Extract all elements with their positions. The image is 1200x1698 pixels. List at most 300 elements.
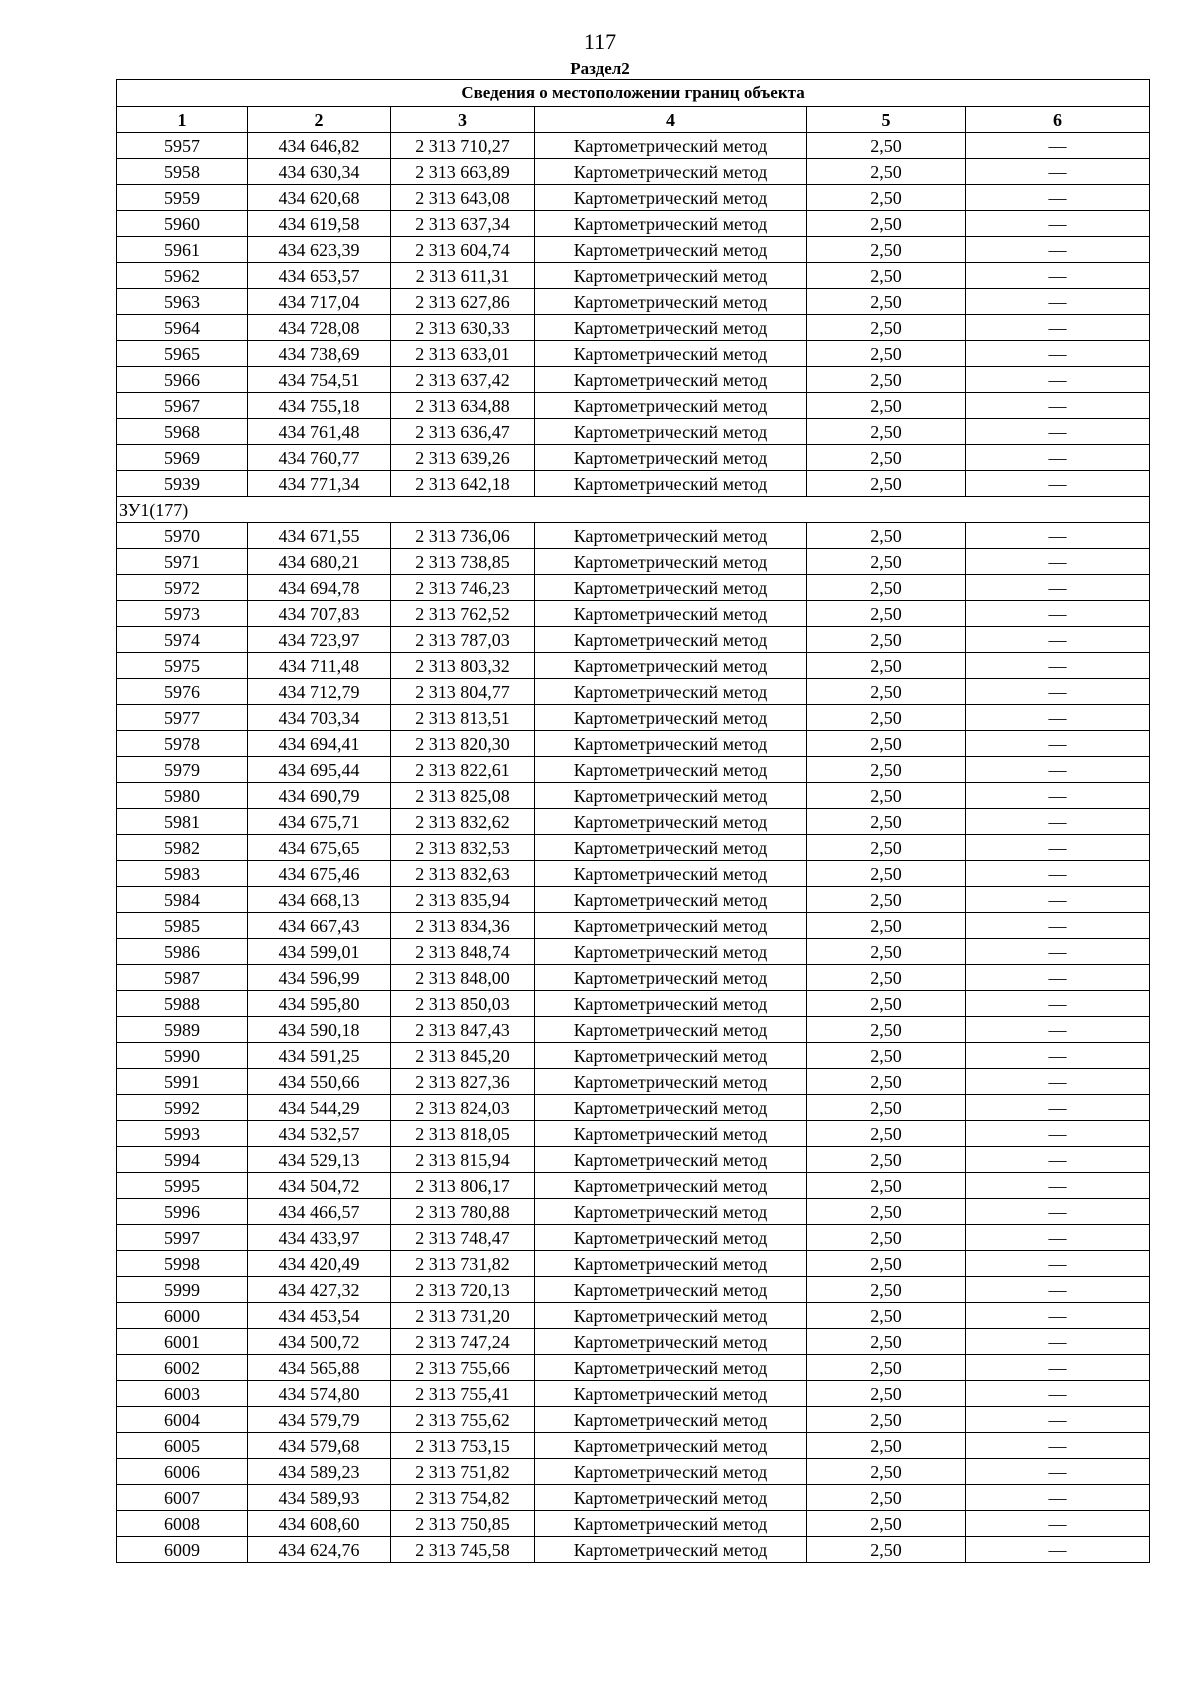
- table-row: [117, 1303, 1150, 1329]
- x-coordinate-cell: 434 620,68: [248, 185, 391, 211]
- method-cell: Картометрический метод: [535, 1329, 807, 1355]
- point-number-cell: 5976: [117, 679, 248, 705]
- method-cell: Картометрический метод: [535, 549, 807, 575]
- y-coordinate-cell: 2 313 822,61: [391, 757, 535, 783]
- description-cell: —: [966, 1407, 1150, 1433]
- section-title: Раздел2: [570, 59, 630, 78]
- method-cell: Картометрический метод: [535, 419, 807, 445]
- y-coordinate-cell: 2 313 755,41: [391, 1381, 535, 1407]
- description-cell: —: [966, 211, 1150, 237]
- description-cell: —: [966, 1459, 1150, 1485]
- method-cell: Картометрический метод: [535, 471, 807, 497]
- method-cell: Картометрический метод: [535, 601, 807, 627]
- point-number-cell: 5999: [117, 1277, 248, 1303]
- y-coordinate-cell: 2 313 848,74: [391, 939, 535, 965]
- x-coordinate-cell: 434 717,04: [248, 289, 391, 315]
- table-row: [117, 393, 1150, 419]
- table-row: [117, 1251, 1150, 1277]
- y-coordinate-cell: 2 313 835,94: [391, 887, 535, 913]
- description-cell: —: [966, 471, 1150, 497]
- method-cell: Картометрический метод: [535, 575, 807, 601]
- description-cell: —: [966, 1069, 1150, 1095]
- method-cell: Картометрический метод: [535, 1095, 807, 1121]
- accuracy-cell: 2,50: [807, 913, 966, 939]
- method-cell: Картометрический метод: [535, 1069, 807, 1095]
- method-cell: Картометрический метод: [535, 1199, 807, 1225]
- point-number-cell: 5968: [117, 419, 248, 445]
- description-cell: —: [966, 1147, 1150, 1173]
- table-row: [117, 601, 1150, 627]
- x-coordinate-cell: 434 599,01: [248, 939, 391, 965]
- description-cell: —: [966, 1095, 1150, 1121]
- table-row: [117, 731, 1150, 757]
- x-coordinate-cell: 434 608,60: [248, 1511, 391, 1537]
- y-coordinate-cell: 2 313 637,42: [391, 367, 535, 393]
- point-number-cell: 5998: [117, 1251, 248, 1277]
- accuracy-cell: 2,50: [807, 939, 966, 965]
- accuracy-cell: 2,50: [807, 1355, 966, 1381]
- accuracy-cell: 2,50: [807, 471, 966, 497]
- description-cell: —: [966, 887, 1150, 913]
- point-number-cell: 5992: [117, 1095, 248, 1121]
- point-number-cell: 5986: [117, 939, 248, 965]
- accuracy-cell: 2,50: [807, 627, 966, 653]
- y-coordinate-cell: 2 313 834,36: [391, 913, 535, 939]
- method-cell: Картометрический метод: [535, 1251, 807, 1277]
- x-coordinate-cell: 434 695,44: [248, 757, 391, 783]
- x-coordinate-cell: 434 680,21: [248, 549, 391, 575]
- description-cell: —: [966, 1355, 1150, 1381]
- table-row: [117, 835, 1150, 861]
- y-coordinate-cell: 2 313 750,85: [391, 1511, 535, 1537]
- method-cell: Картометрический метод: [535, 731, 807, 757]
- table-row: [117, 549, 1150, 575]
- method-cell: Картометрический метод: [535, 1277, 807, 1303]
- table-row: [117, 159, 1150, 185]
- accuracy-cell: 2,50: [807, 211, 966, 237]
- point-number-cell: 6009: [117, 1537, 248, 1563]
- point-number-cell: 6001: [117, 1329, 248, 1355]
- x-coordinate-cell: 434 667,43: [248, 913, 391, 939]
- table-row: [117, 887, 1150, 913]
- x-coordinate-cell: 434 589,23: [248, 1459, 391, 1485]
- table-row: [117, 1537, 1150, 1563]
- table-row: [117, 809, 1150, 835]
- accuracy-cell: 2,50: [807, 757, 966, 783]
- table-row: [117, 367, 1150, 393]
- table-row: [117, 263, 1150, 289]
- point-number-cell: 5963: [117, 289, 248, 315]
- accuracy-cell: 2,50: [807, 133, 966, 159]
- point-number-cell: 6003: [117, 1381, 248, 1407]
- column-header: 4: [535, 107, 807, 133]
- point-number-cell: 5962: [117, 263, 248, 289]
- accuracy-cell: 2,50: [807, 237, 966, 263]
- x-coordinate-cell: 434 712,79: [248, 679, 391, 705]
- point-number-cell: 5982: [117, 835, 248, 861]
- method-cell: Картометрический метод: [535, 1147, 807, 1173]
- method-cell: Картометрический метод: [535, 835, 807, 861]
- accuracy-cell: 2,50: [807, 1173, 966, 1199]
- description-cell: —: [966, 1277, 1150, 1303]
- y-coordinate-cell: 2 313 639,26: [391, 445, 535, 471]
- point-number-cell: 5990: [117, 1043, 248, 1069]
- method-cell: Картометрический метод: [535, 263, 807, 289]
- point-number-cell: 5958: [117, 159, 248, 185]
- y-coordinate-cell: 2 313 820,30: [391, 731, 535, 757]
- y-coordinate-cell: 2 313 848,00: [391, 965, 535, 991]
- x-coordinate-cell: 434 760,77: [248, 445, 391, 471]
- accuracy-cell: 2,50: [807, 1017, 966, 1043]
- description-cell: —: [966, 835, 1150, 861]
- description-cell: —: [966, 133, 1150, 159]
- description-cell: —: [966, 1121, 1150, 1147]
- y-coordinate-cell: 2 313 813,51: [391, 705, 535, 731]
- table-row: [117, 1485, 1150, 1511]
- point-number-cell: 6007: [117, 1485, 248, 1511]
- x-coordinate-cell: 434 630,34: [248, 159, 391, 185]
- table-row: [117, 133, 1150, 159]
- x-coordinate-cell: 434 574,80: [248, 1381, 391, 1407]
- accuracy-cell: 2,50: [807, 1459, 966, 1485]
- method-cell: Картометрический метод: [535, 1537, 807, 1563]
- page-number: 117: [583, 29, 617, 54]
- description-cell: —: [966, 1225, 1150, 1251]
- x-coordinate-cell: 434 728,08: [248, 315, 391, 341]
- x-coordinate-cell: 434 703,34: [248, 705, 391, 731]
- table-row: [117, 1069, 1150, 1095]
- table-row: [117, 419, 1150, 445]
- point-number-cell: 6008: [117, 1511, 248, 1537]
- description-cell: —: [966, 1485, 1150, 1511]
- accuracy-cell: 2,50: [807, 185, 966, 211]
- method-cell: Картометрический метод: [535, 1459, 807, 1485]
- y-coordinate-cell: 2 313 738,85: [391, 549, 535, 575]
- y-coordinate-cell: 2 313 824,03: [391, 1095, 535, 1121]
- description-cell: —: [966, 1173, 1150, 1199]
- table-row: [117, 341, 1150, 367]
- description-cell: —: [966, 653, 1150, 679]
- table-row: [117, 1043, 1150, 1069]
- table-row: [117, 1433, 1150, 1459]
- accuracy-cell: 2,50: [807, 1043, 966, 1069]
- table-row: [117, 1017, 1150, 1043]
- method-cell: Картометрический метод: [535, 367, 807, 393]
- method-cell: Картометрический метод: [535, 1485, 807, 1511]
- accuracy-cell: 2,50: [807, 315, 966, 341]
- y-coordinate-cell: 2 313 636,47: [391, 419, 535, 445]
- x-coordinate-cell: 434 675,46: [248, 861, 391, 887]
- x-coordinate-cell: 434 590,18: [248, 1017, 391, 1043]
- x-coordinate-cell: 434 754,51: [248, 367, 391, 393]
- description-cell: —: [966, 575, 1150, 601]
- column-number-row: [117, 107, 1150, 133]
- y-coordinate-cell: 2 313 815,94: [391, 1147, 535, 1173]
- x-coordinate-cell: 434 565,88: [248, 1355, 391, 1381]
- x-coordinate-cell: 434 694,78: [248, 575, 391, 601]
- accuracy-cell: 2,50: [807, 861, 966, 887]
- table-row: [117, 1355, 1150, 1381]
- x-coordinate-cell: 434 550,66: [248, 1069, 391, 1095]
- method-cell: Картометрический метод: [535, 341, 807, 367]
- point-number-cell: 5981: [117, 809, 248, 835]
- accuracy-cell: 2,50: [807, 1381, 966, 1407]
- description-cell: —: [966, 705, 1150, 731]
- accuracy-cell: 2,50: [807, 1095, 966, 1121]
- point-number-cell: 6005: [117, 1433, 248, 1459]
- accuracy-cell: 2,50: [807, 991, 966, 1017]
- accuracy-cell: 2,50: [807, 653, 966, 679]
- description-cell: —: [966, 367, 1150, 393]
- accuracy-cell: 2,50: [807, 1433, 966, 1459]
- y-coordinate-cell: 2 313 731,20: [391, 1303, 535, 1329]
- point-number-cell: 5973: [117, 601, 248, 627]
- accuracy-cell: 2,50: [807, 1329, 966, 1355]
- method-cell: Картометрический метод: [535, 185, 807, 211]
- method-cell: Картометрический метод: [535, 1381, 807, 1407]
- method-cell: Картометрический метод: [535, 991, 807, 1017]
- point-number-cell: 5975: [117, 653, 248, 679]
- x-coordinate-cell: 434 504,72: [248, 1173, 391, 1199]
- accuracy-cell: 2,50: [807, 367, 966, 393]
- point-number-cell: 5994: [117, 1147, 248, 1173]
- x-coordinate-cell: 434 755,18: [248, 393, 391, 419]
- accuracy-cell: 2,50: [807, 731, 966, 757]
- accuracy-cell: 2,50: [807, 679, 966, 705]
- point-number-cell: 5965: [117, 341, 248, 367]
- x-coordinate-cell: 434 690,79: [248, 783, 391, 809]
- boundary-coordinates-table: [116, 79, 1150, 1563]
- description-cell: —: [966, 861, 1150, 887]
- point-number-cell: 5959: [117, 185, 248, 211]
- accuracy-cell: 2,50: [807, 1251, 966, 1277]
- x-coordinate-cell: 434 433,97: [248, 1225, 391, 1251]
- y-coordinate-cell: 2 313 751,82: [391, 1459, 535, 1485]
- accuracy-cell: 2,50: [807, 1537, 966, 1563]
- accuracy-cell: 2,50: [807, 523, 966, 549]
- x-coordinate-cell: 434 579,79: [248, 1407, 391, 1433]
- x-coordinate-cell: 434 420,49: [248, 1251, 391, 1277]
- table-row: [117, 627, 1150, 653]
- description-cell: —: [966, 341, 1150, 367]
- description-cell: —: [966, 315, 1150, 341]
- method-cell: Картометрический метод: [535, 939, 807, 965]
- table-row: [117, 445, 1150, 471]
- point-number-cell: 5970: [117, 523, 248, 549]
- accuracy-cell: 2,50: [807, 809, 966, 835]
- y-coordinate-cell: 2 313 827,36: [391, 1069, 535, 1095]
- x-coordinate-cell: 434 738,69: [248, 341, 391, 367]
- x-coordinate-cell: 434 595,80: [248, 991, 391, 1017]
- y-coordinate-cell: 2 313 780,88: [391, 1199, 535, 1225]
- table-row: [117, 211, 1150, 237]
- method-cell: Картометрический метод: [535, 913, 807, 939]
- table-row: [117, 237, 1150, 263]
- table-caption: Сведения о местоположении границ объекта: [117, 80, 1150, 107]
- accuracy-cell: 2,50: [807, 1199, 966, 1225]
- description-cell: —: [966, 549, 1150, 575]
- method-cell: Картометрический метод: [535, 653, 807, 679]
- table-row: [117, 1225, 1150, 1251]
- y-coordinate-cell: 2 313 804,77: [391, 679, 535, 705]
- y-coordinate-cell: 2 313 748,47: [391, 1225, 535, 1251]
- y-coordinate-cell: 2 313 627,86: [391, 289, 535, 315]
- y-coordinate-cell: 2 313 753,15: [391, 1433, 535, 1459]
- method-cell: Картометрический метод: [535, 809, 807, 835]
- x-coordinate-cell: 434 532,57: [248, 1121, 391, 1147]
- point-number-cell: 6006: [117, 1459, 248, 1485]
- point-number-cell: 5967: [117, 393, 248, 419]
- x-coordinate-cell: 434 619,58: [248, 211, 391, 237]
- group-row: [117, 497, 1150, 523]
- method-cell: Картометрический метод: [535, 289, 807, 315]
- method-cell: Картометрический метод: [535, 133, 807, 159]
- table-row: [117, 1329, 1150, 1355]
- y-coordinate-cell: 2 313 832,53: [391, 835, 535, 861]
- description-cell: —: [966, 1433, 1150, 1459]
- method-cell: Картометрический метод: [535, 1225, 807, 1251]
- y-coordinate-cell: 2 313 845,20: [391, 1043, 535, 1069]
- method-cell: Картометрический метод: [535, 1173, 807, 1199]
- y-coordinate-cell: 2 313 637,34: [391, 211, 535, 237]
- method-cell: Картометрический метод: [535, 705, 807, 731]
- y-coordinate-cell: 2 313 745,58: [391, 1537, 535, 1563]
- x-coordinate-cell: 434 591,25: [248, 1043, 391, 1069]
- x-coordinate-cell: 434 544,29: [248, 1095, 391, 1121]
- table-row: [117, 991, 1150, 1017]
- table-row: [117, 1147, 1150, 1173]
- x-coordinate-cell: 434 761,48: [248, 419, 391, 445]
- y-coordinate-cell: 2 313 803,32: [391, 653, 535, 679]
- description-cell: —: [966, 1017, 1150, 1043]
- point-number-cell: 5957: [117, 133, 248, 159]
- x-coordinate-cell: 434 675,71: [248, 809, 391, 835]
- method-cell: Картометрический метод: [535, 315, 807, 341]
- description-cell: —: [966, 289, 1150, 315]
- description-cell: —: [966, 523, 1150, 549]
- table-row: [117, 679, 1150, 705]
- point-number-cell: 5980: [117, 783, 248, 809]
- accuracy-cell: 2,50: [807, 1225, 966, 1251]
- table-row: [117, 523, 1150, 549]
- method-cell: Картометрический метод: [535, 159, 807, 185]
- point-number-cell: 5987: [117, 965, 248, 991]
- method-cell: Картометрический метод: [535, 393, 807, 419]
- y-coordinate-cell: 2 313 754,82: [391, 1485, 535, 1511]
- point-number-cell: 6000: [117, 1303, 248, 1329]
- method-cell: Картометрический метод: [535, 523, 807, 549]
- description-cell: —: [966, 1511, 1150, 1537]
- method-cell: Картометрический метод: [535, 627, 807, 653]
- point-number-cell: 5983: [117, 861, 248, 887]
- point-number-cell: 5971: [117, 549, 248, 575]
- description-cell: —: [966, 263, 1150, 289]
- point-number-cell: 5993: [117, 1121, 248, 1147]
- description-cell: —: [966, 185, 1150, 211]
- x-coordinate-cell: 434 529,13: [248, 1147, 391, 1173]
- accuracy-cell: 2,50: [807, 1511, 966, 1537]
- table-row: [117, 1381, 1150, 1407]
- y-coordinate-cell: 2 313 806,17: [391, 1173, 535, 1199]
- description-cell: —: [966, 783, 1150, 809]
- accuracy-cell: 2,50: [807, 887, 966, 913]
- accuracy-cell: 2,50: [807, 341, 966, 367]
- column-header: 1: [117, 107, 248, 133]
- y-coordinate-cell: 2 313 642,18: [391, 471, 535, 497]
- y-coordinate-cell: 2 313 825,08: [391, 783, 535, 809]
- column-header: 5: [807, 107, 966, 133]
- y-coordinate-cell: 2 313 630,33: [391, 315, 535, 341]
- description-cell: —: [966, 393, 1150, 419]
- y-coordinate-cell: 2 313 720,13: [391, 1277, 535, 1303]
- method-cell: Картометрический метод: [535, 211, 807, 237]
- accuracy-cell: 2,50: [807, 601, 966, 627]
- description-cell: —: [966, 991, 1150, 1017]
- point-number-cell: 5996: [117, 1199, 248, 1225]
- accuracy-cell: 2,50: [807, 1407, 966, 1433]
- y-coordinate-cell: 2 313 847,43: [391, 1017, 535, 1043]
- y-coordinate-cell: 2 313 736,06: [391, 523, 535, 549]
- x-coordinate-cell: 434 466,57: [248, 1199, 391, 1225]
- x-coordinate-cell: 434 453,54: [248, 1303, 391, 1329]
- accuracy-cell: 2,50: [807, 289, 966, 315]
- accuracy-cell: 2,50: [807, 419, 966, 445]
- point-number-cell: 5977: [117, 705, 248, 731]
- y-coordinate-cell: 2 313 663,89: [391, 159, 535, 185]
- method-cell: Картометрический метод: [535, 1355, 807, 1381]
- description-cell: —: [966, 1329, 1150, 1355]
- point-number-cell: 5964: [117, 315, 248, 341]
- accuracy-cell: 2,50: [807, 783, 966, 809]
- point-number-cell: 5984: [117, 887, 248, 913]
- table-row: [117, 1407, 1150, 1433]
- accuracy-cell: 2,50: [807, 549, 966, 575]
- y-coordinate-cell: 2 313 633,01: [391, 341, 535, 367]
- table-row: [117, 1277, 1150, 1303]
- table-caption-row: [117, 80, 1150, 107]
- accuracy-cell: 2,50: [807, 965, 966, 991]
- point-number-cell: 5979: [117, 757, 248, 783]
- accuracy-cell: 2,50: [807, 393, 966, 419]
- method-cell: Картометрический метод: [535, 1043, 807, 1069]
- accuracy-cell: 2,50: [807, 1277, 966, 1303]
- table-row: [117, 1511, 1150, 1537]
- column-header: 3: [391, 107, 535, 133]
- point-number-cell: 5989: [117, 1017, 248, 1043]
- y-coordinate-cell: 2 313 755,62: [391, 1407, 535, 1433]
- table-row: [117, 861, 1150, 887]
- method-cell: Картометрический метод: [535, 445, 807, 471]
- description-cell: —: [966, 627, 1150, 653]
- method-cell: Картометрический метод: [535, 783, 807, 809]
- x-coordinate-cell: 434 624,76: [248, 1537, 391, 1563]
- y-coordinate-cell: 2 313 746,23: [391, 575, 535, 601]
- description-cell: —: [966, 679, 1150, 705]
- description-cell: —: [966, 809, 1150, 835]
- x-coordinate-cell: 434 589,93: [248, 1485, 391, 1511]
- description-cell: —: [966, 1537, 1150, 1563]
- method-cell: Картометрический метод: [535, 887, 807, 913]
- accuracy-cell: 2,50: [807, 575, 966, 601]
- table-row: [117, 913, 1150, 939]
- table-row: [117, 471, 1150, 497]
- x-coordinate-cell: 434 694,41: [248, 731, 391, 757]
- point-number-cell: 5969: [117, 445, 248, 471]
- table-row: [117, 1459, 1150, 1485]
- description-cell: —: [966, 939, 1150, 965]
- table-row: [117, 1173, 1150, 1199]
- y-coordinate-cell: 2 313 818,05: [391, 1121, 535, 1147]
